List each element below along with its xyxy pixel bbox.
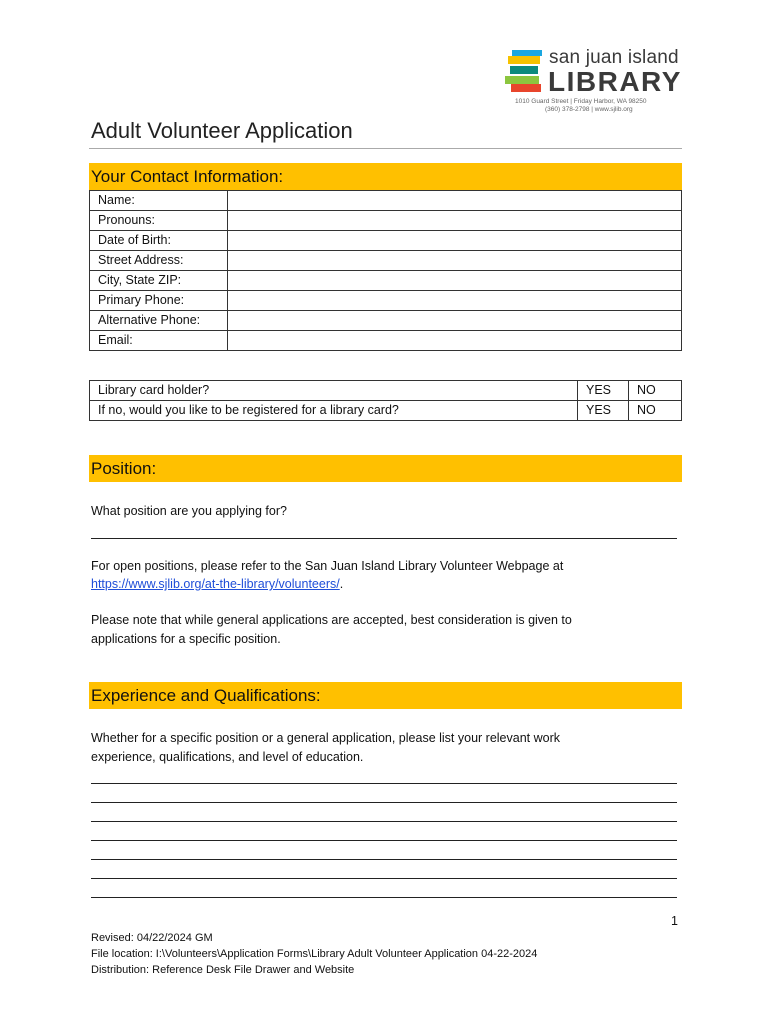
- logo-stripe-yellow: [508, 56, 540, 64]
- field-label: Name:: [90, 191, 228, 211]
- experience-prompt-line2: experience, qualifications, and level of education.: [91, 750, 364, 764]
- logo-stripe-blue: [512, 50, 542, 56]
- pronouns-input[interactable]: [228, 211, 682, 231]
- table-row: [90, 291, 682, 311]
- experience-section-header: [89, 682, 682, 709]
- table-row: [90, 191, 682, 211]
- table-row: [90, 211, 682, 231]
- register-card-no-option[interactable]: NO: [629, 401, 682, 421]
- footer-revised: Revised: 04/22/2024 GM: [91, 932, 213, 944]
- general-applications-note-line2: applications for a specific position.: [91, 632, 281, 646]
- name-input[interactable]: [228, 191, 682, 211]
- card-holder-question: Library card holder?: [90, 381, 578, 401]
- card-holder-no-option[interactable]: NO: [629, 381, 682, 401]
- general-applications-note-line1: Please note that while general applications are accepted, best consideration is given to: [91, 613, 572, 627]
- field-label: Street Address:: [90, 251, 228, 271]
- street-address-input[interactable]: [228, 251, 682, 271]
- experience-answer-line[interactable]: [91, 802, 677, 803]
- library-logo: [505, 46, 685, 118]
- link-suffix: .: [339, 577, 344, 591]
- experience-section-title: Experience and Qualifications:: [91, 686, 321, 705]
- primary-phone-input[interactable]: [228, 291, 682, 311]
- logo-text-line2: LIBRARY: [548, 66, 682, 97]
- volunteers-webpage-link[interactable]: https://www.sjlib.org/at-the-library/volunteers/: [91, 577, 340, 591]
- table-row: [90, 401, 682, 421]
- logo-contact: (360) 378-2798 | www.sjlib.org: [545, 106, 633, 113]
- logo-stripe-teal: [510, 66, 538, 74]
- open-positions-link-line: [91, 575, 343, 594]
- logo-stripe-red: [511, 84, 541, 92]
- logo-stripe-green: [505, 76, 539, 84]
- card-holder-yes-option[interactable]: YES: [578, 381, 629, 401]
- title-divider: [89, 148, 682, 149]
- table-row: [90, 311, 682, 331]
- experience-prompt-line1: Whether for a specific position or a general application, please list your relevant work: [91, 731, 560, 745]
- position-answer-line[interactable]: [91, 538, 677, 539]
- contact-info-table: [89, 190, 682, 351]
- page-number: 1: [671, 914, 678, 928]
- experience-answer-line[interactable]: [91, 783, 677, 784]
- field-label: Alternative Phone:: [90, 311, 228, 331]
- table-row: [90, 231, 682, 251]
- field-label: Date of Birth:: [90, 231, 228, 251]
- date-of-birth-input[interactable]: [228, 231, 682, 251]
- field-label: City, State ZIP:: [90, 271, 228, 291]
- experience-answer-line[interactable]: [91, 859, 677, 860]
- position-section-title: Position:: [91, 459, 157, 478]
- field-label: Pronouns:: [90, 211, 228, 231]
- register-card-question: If no, would you like to be registered for a library card?: [90, 401, 578, 421]
- table-row: [90, 271, 682, 291]
- footer-distribution: Distribution: Reference Desk File Drawer and Website: [91, 964, 355, 976]
- city-state-zip-input[interactable]: [228, 271, 682, 291]
- logo-text-line1: san juan island: [549, 47, 679, 68]
- open-positions-note: For open positions, please refer to the San Juan Island Library Volunteer Webpage at: [91, 559, 564, 573]
- register-card-yes-option[interactable]: YES: [578, 401, 629, 421]
- field-label: Email:: [90, 331, 228, 351]
- experience-answer-line[interactable]: [91, 878, 677, 879]
- table-row: [90, 331, 682, 351]
- alternative-phone-input[interactable]: [228, 311, 682, 331]
- experience-answer-line[interactable]: [91, 897, 677, 898]
- experience-answer-line[interactable]: [91, 821, 677, 822]
- email-input[interactable]: [228, 331, 682, 351]
- contact-section-header: [89, 163, 682, 190]
- table-row: [90, 251, 682, 271]
- logo-address: 1010 Guard Street | Friday Harbor, WA 98250: [515, 98, 647, 105]
- position-question: What position are you applying for?: [91, 504, 287, 518]
- library-card-table: [89, 380, 682, 421]
- document-title: Adult Volunteer Application: [91, 118, 353, 143]
- field-label: Primary Phone:: [90, 291, 228, 311]
- experience-answer-line[interactable]: [91, 840, 677, 841]
- footer-file-location: File location: I:\Volunteers\Application Forms\Library Adult Volunteer Application 04-22-2024: [91, 948, 538, 960]
- contact-section-title: Your Contact Information:: [91, 167, 284, 186]
- table-row: [90, 381, 682, 401]
- position-section-header: [89, 455, 682, 482]
